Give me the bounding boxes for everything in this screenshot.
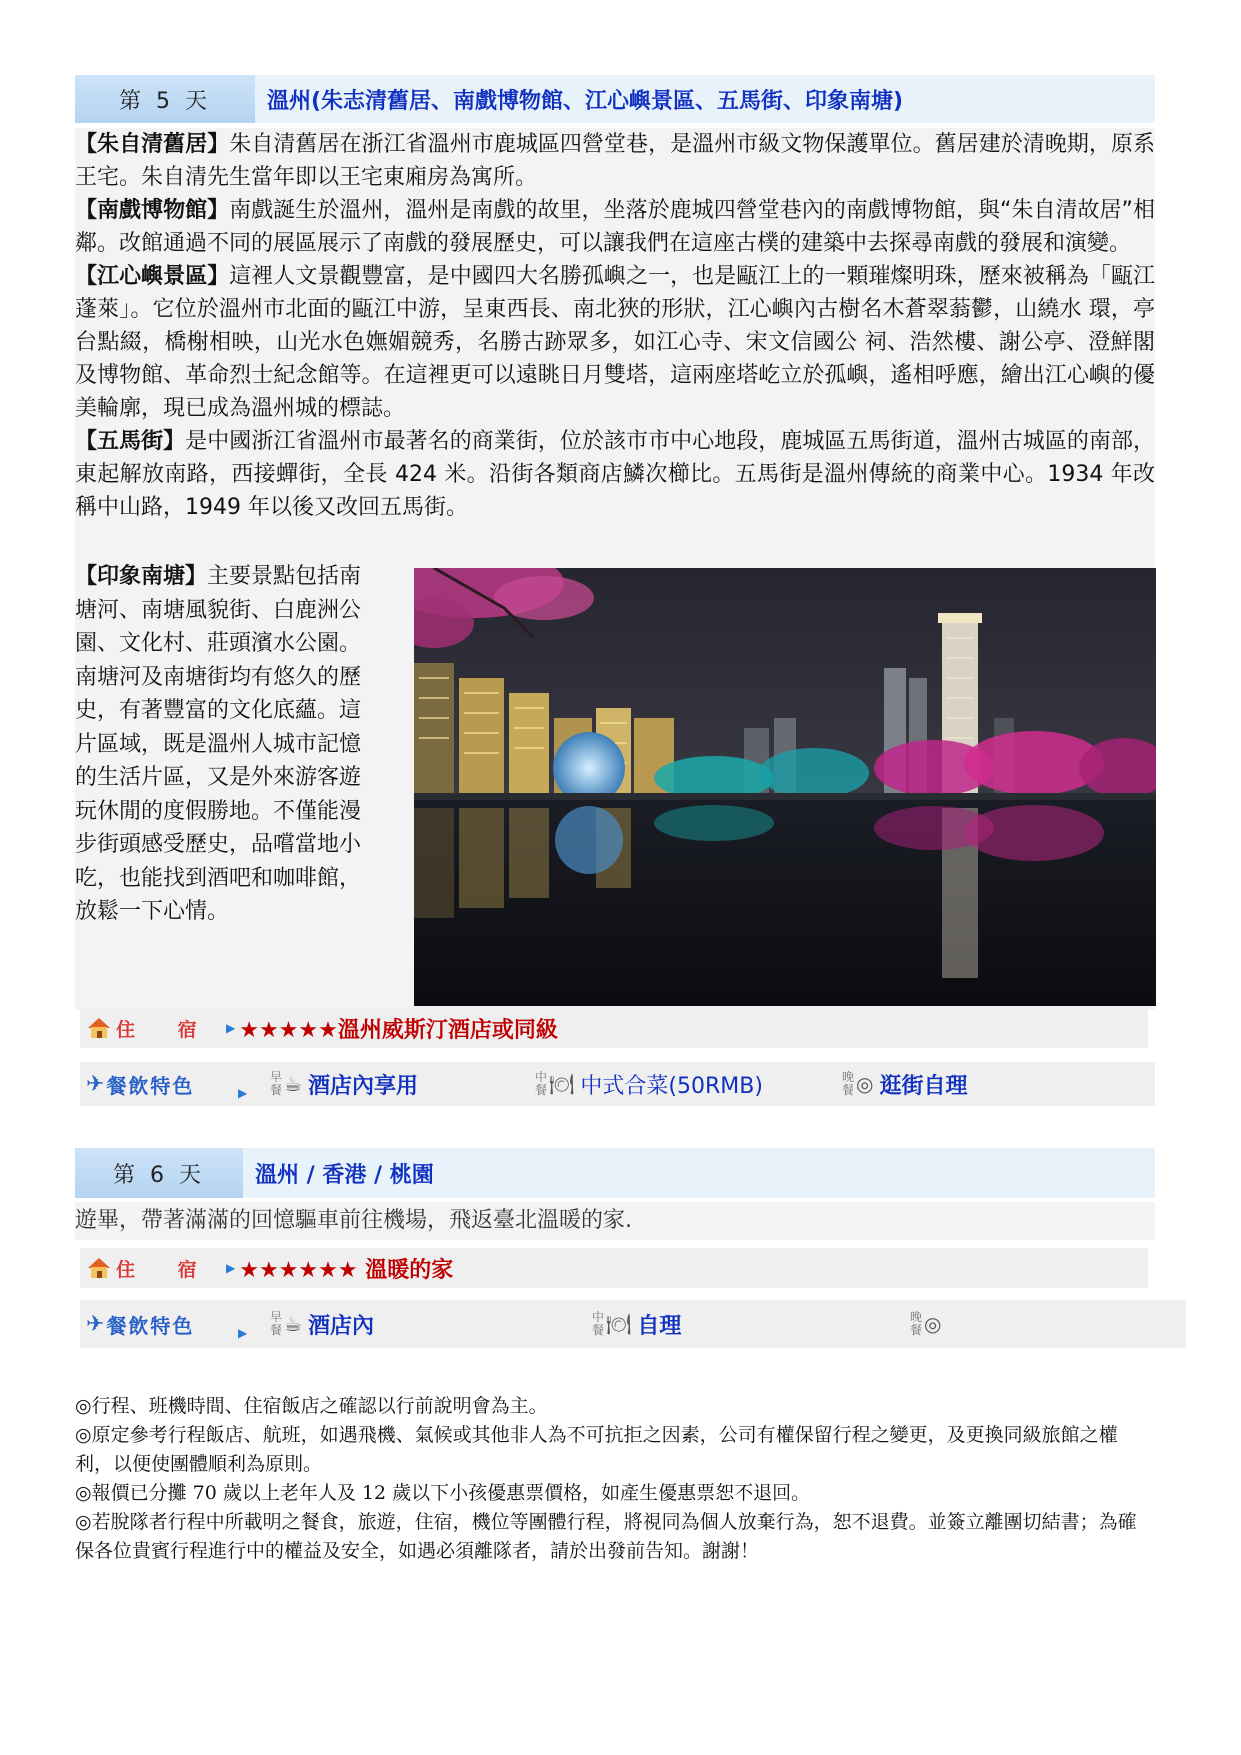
paragraph-zhu-ziqing — [75, 128, 1155, 194]
day6-title: 溫州 / 香港 / 桃園 — [255, 1162, 434, 1188]
coffee-cup-icon: ☕ — [284, 1072, 302, 1096]
day5-title: 溫州(朱志清舊居、南戲博物館、江心嶼景區、五馬街、印象南塘) — [267, 88, 904, 114]
heading-nanxi-museum: 【南戲博物館】 — [75, 198, 230, 223]
day6-text: 遊畢，帶著滿滿的回憶驅車前往機場，飛返臺北溫暖的家. — [75, 1208, 632, 1233]
day5-lodging-row — [80, 1008, 1148, 1048]
note-item: ◎若脫隊者行程中所載明之餐食，旅遊，住宿，機位等團體行程，將視同為個人放棄行為，恕不退費。並簽立離團切結書；為確保各位貴賓行程進行中的權益及安全，如遇必須離隊者，請於出發前告知。謝謝！ — [75, 1511, 1137, 1562]
day5-header — [75, 75, 1155, 123]
day5-hotel: ★★★★★溫州威斯汀酒店或同級 — [239, 1017, 558, 1043]
dinner-tag: 晚 餐 — [842, 1070, 855, 1097]
arrow-right-icon: ▶ — [226, 1261, 236, 1275]
bowl-icon: ◎ — [924, 1312, 942, 1336]
dish-icon: 🍽 — [549, 1072, 575, 1096]
note-item: ◎原定參考行程飯店、航班，如遇飛機、氣候或其他非人為不可抗拒之因素，公司有權保留行程之變更，及更換同級旅館之權利，以便使團體順利為原則。 — [75, 1424, 1118, 1475]
text-nantang: 主要景點包括南塘河、南塘風貌街、白鹿洲公園、文化村、莊頭濱水公園。南塘河及南塘街均有悠久的歷史，有著豐富的文化底蘊。這片區域，既是溫州人城市記憶的生活片區，又是外來游客遊玩休閒的度假勝地。不僅能漫步街頭感受歷史，品嚐當地小吃，也能找到酒吧和咖啡館，放鬆一下心情。 — [75, 564, 362, 924]
lodging-label: 住 宿 — [116, 1258, 215, 1281]
heading-wuma-street: 【五馬街】 — [75, 429, 186, 454]
day5-meals-row — [80, 1062, 1155, 1106]
day6-hotel: ★★★★★★ 溫暖的家 — [239, 1257, 454, 1283]
day5-breakfast: 酒店內享用 — [307, 1073, 418, 1099]
heading-zhu-ziqing: 【朱自清舊居】 — [75, 132, 230, 157]
dish-icon: 🍽 — [606, 1312, 632, 1336]
day6-lodging-row — [80, 1248, 1148, 1288]
paragraph-jiangxin-island — [75, 260, 1155, 425]
day6-header — [75, 1148, 1155, 1198]
lunch-item — [535, 1069, 763, 1100]
lunch-tag: 中 餐 — [592, 1310, 605, 1337]
dinner-item — [910, 1311, 947, 1337]
meal-label: 餐飲特色 — [106, 1313, 195, 1338]
arrow-right-icon: ▶ — [238, 1326, 248, 1340]
house-icon — [86, 1016, 112, 1040]
day6-description — [75, 1202, 1155, 1240]
heading-nantang: 【印象南塘】 — [75, 564, 208, 589]
paragraph-nantang — [75, 560, 375, 929]
text-zhu-ziqing: 朱自清舊居在浙江省溫州市鹿城區四營堂巷，是溫州市級文物保護單位。舊居建於清晚期，原系王宅。朱自清先生當年即以王宅東廂房為寓所。 — [75, 132, 1155, 190]
text-nanxi-museum: 南戲誕生於溫州，溫州是南戲的故里，坐落於鹿城四營堂巷內的南戲博物館，與“朱自清故居”相鄰。改館通過不同的展區展示了南戲的發展歷史，可以讓我們在這座古樸的建築中去探尋南戲的發展和演變。 — [75, 198, 1155, 256]
lunch-item — [592, 1309, 681, 1340]
breakfast-tag: 早 餐 — [270, 1070, 283, 1097]
heading-jiangxin-island: 【江心嶼景區】 — [75, 264, 230, 289]
house-icon — [86, 1256, 112, 1280]
dinner-tag: 晚 餐 — [910, 1310, 923, 1337]
text-wuma-street: 是中國浙江省溫州市最著名的商業街，位於該市市中心地段，鹿城區五馬街道，溫州古城區的南部，東起解放南路，西接蟬街，全長 424 米。沿街各類商店鱗次櫛比。五馬街是溫州傳統的商業中心。1934 年改稱中山路，1949 年以後又改回五馬街。 — [75, 429, 1155, 520]
airplane-icon: ✈ — [86, 1311, 105, 1337]
day5-description — [75, 128, 1155, 568]
breakfast-item — [270, 1309, 374, 1340]
paragraph-nanxi-museum — [75, 194, 1155, 260]
nantang-night-photo — [414, 568, 1156, 1006]
lodging-label: 住 宿 — [116, 1018, 215, 1041]
day6-meals-row — [80, 1300, 1186, 1348]
dinner-item — [842, 1069, 967, 1100]
arrow-right-icon: ▶ — [226, 1021, 236, 1035]
day6-tab: 第 6 天 — [75, 1148, 243, 1198]
text-jiangxin-island: 這裡人文景觀豐富，是中國四大名勝孤嶼之一，也是甌江上的一顆璀燦明珠，歷來被稱為「甌江蓬萊」。它位於溫州市北面的甌江中游，呈東西長、南北狹的形狀，江心嶼內古樹名木蒼翠蓊鬱，山繞水 環，亭台點綴，橋榭相映，山光水色嫵媚競秀，名勝古跡眾多，如江心寺、宋文信國公 祠、浩然樓、謝公亭、澄鮮閣及博物館、革命烈士紀念館等。在這裡更可以遠眺日月雙塔，這兩座塔屹立於孤嶼，遙相呼應，繪出江心嶼的優美輪廓，現已成為溫州城的標誌。 — [75, 264, 1155, 421]
day5-dinner: 逛街自理 — [879, 1073, 968, 1099]
coffee-cup-icon: ☕ — [284, 1312, 302, 1336]
day6-lunch: 自理 — [637, 1313, 682, 1339]
bowl-icon: ◎ — [856, 1072, 874, 1096]
meal-label: 餐飲特色 — [106, 1073, 195, 1098]
airplane-icon: ✈ — [86, 1071, 105, 1097]
note-item: ◎報價已分攤 70 歲以上老年人及 12 歲以下小孩優惠票價格，如產生優惠票恕不退回。 — [75, 1482, 811, 1504]
day5-lunch: 中式合菜(50RMB) — [580, 1073, 763, 1099]
day6-breakfast: 酒店內 — [307, 1313, 374, 1339]
notes — [75, 1392, 1155, 1566]
breakfast-tag: 早 餐 — [270, 1310, 283, 1337]
lunch-tag: 中 餐 — [535, 1070, 548, 1097]
note-item: ◎行程、班機時間、住宿飯店之確認以行前說明會為主。 — [75, 1395, 548, 1417]
day5-tab: 第 5 天 — [75, 75, 255, 123]
breakfast-item — [270, 1069, 418, 1100]
paragraph-wuma-street — [75, 425, 1155, 524]
arrow-right-icon: ▶ — [238, 1086, 248, 1100]
